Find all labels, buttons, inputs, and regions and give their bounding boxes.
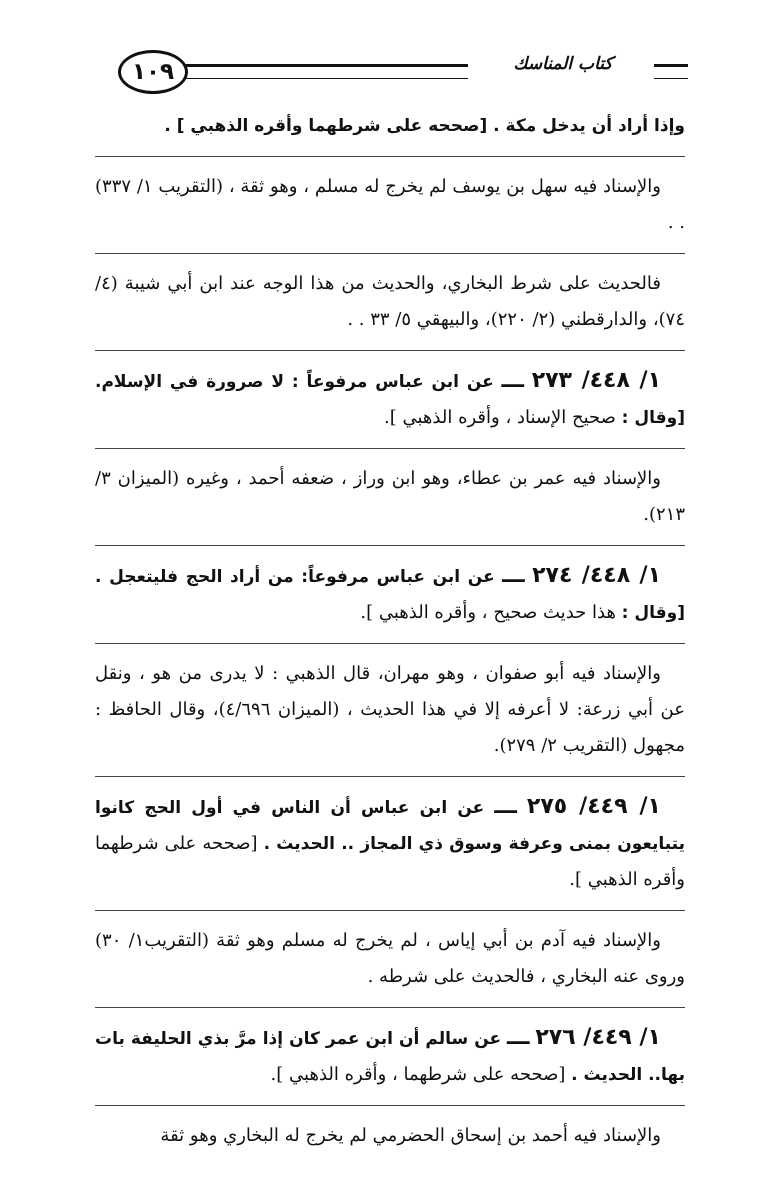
hadith-text: عن ابن عباس مرفوعاً : لا صرورة في الإسلام. [وقال : (95, 372, 685, 428)
hadith-number: ١/ ٤٤٩/ ٢٧٦ (535, 1025, 661, 1050)
hadith-text: عن ابن عباس أن الناس في أول الحج كانوا يتبايعون بمنى وعرفة وسوق ذي المجاز .. الحديث . (95, 798, 685, 854)
hadith-entry (95, 789, 685, 911)
hadith-number: ١/ ٤٤٨/ ٢٧٤ (532, 563, 661, 588)
hadith-dash: ـــ (502, 563, 525, 588)
hadith-ruling: هذا حديث صحيح ، وأقره الذهبي ]. (360, 602, 616, 623)
hadith-dash: ـــ (501, 368, 525, 393)
header-rule-left (168, 64, 468, 79)
commentary-paragraph: فالحديث على شرط البخاري، والحديث من هذا الوجه عند ابن أبي شيبة (٤/ ٧٤)، والدارقطني (٢/ ٢٢٠)، والبيهقي ٥/ ٣٣ . . (95, 266, 685, 351)
hadith-text: عن سالم أن ابن عمر كان إذا مرَّ بذي الحليفة بات بها.. الحديث . (95, 1029, 685, 1085)
page-number: ١٠٩ (118, 50, 188, 94)
page-header (96, 48, 688, 92)
hadith-dash: ـــ (494, 794, 517, 819)
hadith-entry (95, 558, 685, 644)
book-title: كتاب المناسك (513, 54, 613, 74)
header-rule-right (654, 64, 688, 79)
hadith-entry (95, 1020, 685, 1106)
hadith-text: عن ابن عباس مرفوعاً: من أراد الحج فليتعجل . [وقال : (95, 567, 685, 623)
paragraph-continued: وإذا أراد أن يدخل مكة . [صححه على شرطهما وأقره الذهبي ] . (95, 108, 685, 157)
commentary-paragraph: والإسناد فيه آدم بن أبي إياس ، لم يخرج له مسلم وهو ثقة (التقريب١/ ٣٠) وروى عنه البخاري ، فالحديث على شرطه . (95, 923, 685, 1008)
hadith-ruling: صحيح الإسناد ، وأقره الذهبي ]. (384, 407, 616, 428)
commentary-paragraph: والإسناد فيه سهل بن يوسف لم يخرج له مسلم ، وهو ثقة ، (التقريب ١/ ٣٣٧) . . (95, 169, 685, 254)
hadith-dash: ـــ (506, 1025, 530, 1050)
commentary-paragraph: والإسناد فيه أحمد بن إسحاق الحضرمي لم يخرج له البخاري وهو ثقة (160, 1125, 661, 1146)
page-body (95, 108, 685, 1178)
hadith-entry (95, 363, 685, 449)
hadith-number: ١/ ٤٤٩/ ٢٧٥ (526, 794, 661, 819)
commentary-paragraph: والإسناد فيه عمر بن عطاء، وهو ابن وراز ، ضعفه أحمد ، وغيره (الميزان ٣/ ٢١٣). (95, 461, 685, 546)
hadith-number: ١/ ٤٤٨/ ٢٧٣ (531, 368, 661, 393)
commentary-paragraph: والإسناد فيه أبو صفوان ، وهو مهران، قال الذهبي : لا يدرى من هو ، ونقل عن أبي زرعة: لا أعرفه إلا في هذا الحديث ، (الميزان ٤/٦٩٦)، وقال الحافظ : مجهول (التقريب ٢/ ٢٧٩). (95, 656, 685, 777)
hadith-ruling: [صححه على شرطهما وأقره الذهبي ]. (95, 833, 685, 890)
hadith-ruling: [صححه على شرطهما ، وأقره الذهبي ]. (270, 1064, 566, 1085)
